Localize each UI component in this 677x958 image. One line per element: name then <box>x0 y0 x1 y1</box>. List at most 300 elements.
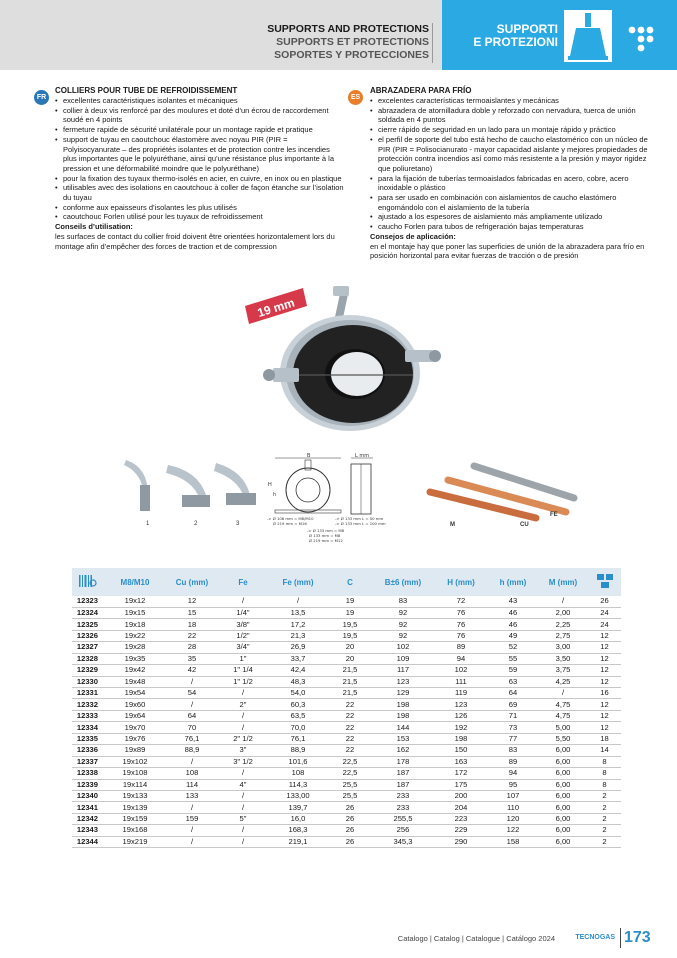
table-cell: 12 <box>588 676 621 687</box>
table-cell: 114,3 <box>268 779 328 790</box>
table-cell: 192 <box>434 722 488 733</box>
list-item: • para la fijación de tuberías termoaislados fabricadas en acero, cobre, acero inoxidable o plástico <box>370 174 660 193</box>
dim-note: Ø 219 mm = M12 <box>309 538 343 543</box>
list-item: • ajustado a los espesores de aislamiento más ampliamente utilizado <box>370 212 660 222</box>
table-cell: 46 <box>488 619 538 630</box>
page-number: 173 <box>624 929 651 946</box>
table-cell: / <box>218 802 268 813</box>
table-cell: 4" <box>218 779 268 790</box>
table-row <box>72 607 621 618</box>
table-cell: / <box>538 688 588 699</box>
table-cell: 77 <box>488 733 538 744</box>
table-row <box>72 653 621 664</box>
list-item: • para ser usado en combinación con aislamientos de caucho elastómero engomándolo con el aislamiento de la tubería <box>370 193 660 212</box>
section-banner <box>442 0 677 70</box>
table-cell: 12 <box>588 710 621 721</box>
table-row <box>72 665 621 676</box>
language-badge-es: ES <box>348 90 363 105</box>
list-item: • support de tuyau en caoutchouc élastomère avec noyau PIR (PIR = Polyisocyanurate – des propriétés isolantes et de protection contre les incendies plus importantes que le polyuréthane, ainsi qu’une résistance plus importante à la pression et une déformabilité moindre que le polyuréthane) <box>55 135 345 174</box>
table-cell: 49 <box>488 630 538 641</box>
table-cell: 26 <box>328 836 372 847</box>
table-body <box>72 596 621 848</box>
item-code-cell: 12333 <box>72 710 104 721</box>
pipe-label-cu: CU <box>520 522 529 528</box>
table-cell: / <box>218 722 268 733</box>
table-cell: 54,0 <box>268 688 328 699</box>
table-cell: 19x108 <box>104 768 166 779</box>
table-cell: 5,50 <box>538 733 588 744</box>
description-fr-bullets <box>55 96 345 222</box>
table-cell: 22 <box>328 710 372 721</box>
table-cell: / <box>166 825 218 836</box>
column-header: H (mm) <box>434 568 488 596</box>
table-cell: 12 <box>588 653 621 664</box>
section-title-line-1: SUPPORTI <box>496 22 558 36</box>
table-cell: 2 <box>588 802 621 813</box>
table-cell: 6,00 <box>538 802 588 813</box>
advice-title-es: Consejos de aplicación: <box>370 231 456 241</box>
table-cell: 2 <box>588 825 621 836</box>
table-cell: 6,00 <box>538 745 588 756</box>
table-cell: 19x42 <box>104 665 166 676</box>
list-item: • collier à deux vis renforcé par des moulures et doté d’un écrou de raccordement soudé en 4 points <box>55 106 345 125</box>
table-cell: 12 <box>588 699 621 710</box>
table-row <box>72 699 621 710</box>
table-cell: 219,1 <box>268 836 328 847</box>
table-row <box>72 745 621 756</box>
table-cell: / <box>268 596 328 607</box>
table-cell: 64 <box>488 688 538 699</box>
table-cell: 95 <box>488 779 538 790</box>
list-item: • caucho Forlen para tubos de refrigeración bajas temperaturas <box>370 222 660 232</box>
table-cell: 83 <box>488 745 538 756</box>
table-cell: 204 <box>434 802 488 813</box>
table-cell: 20 <box>328 653 372 664</box>
table-cell: 26 <box>328 813 372 824</box>
description-fr-title: COLLIERS POUR TUBE DE REFROIDISSEMENT <box>55 86 238 95</box>
table-cell: 26,9 <box>268 642 328 653</box>
header-title-es: SOPORTES Y PROTECCIONES <box>274 49 429 61</box>
table-cell: 1/2" <box>218 630 268 641</box>
table-cell: 19x139 <box>104 802 166 813</box>
list-item: • conforme aux epaisseurs d’isolantes les plus utilisés <box>55 203 345 213</box>
table-cell: 2 <box>588 836 621 847</box>
table-cell: 76 <box>434 619 488 630</box>
table-cell: 52 <box>488 642 538 653</box>
list-item: • excelentes características termoaislantes y mecánicas <box>370 96 660 106</box>
item-code-cell: 12336 <box>72 745 104 756</box>
header-titles <box>267 23 429 62</box>
dim-label-h-upper: H <box>268 482 272 488</box>
table-cell: 19x54 <box>104 688 166 699</box>
table-cell: 72 <box>434 596 488 607</box>
table-row <box>72 619 621 630</box>
table-cell: 42 <box>166 665 218 676</box>
table-row <box>72 596 621 607</box>
step-label: 1 <box>146 521 150 527</box>
table-cell: 19x22 <box>104 630 166 641</box>
dim-note: Ø 133 mm = M8 <box>309 533 341 538</box>
table-cell: 233 <box>372 790 434 801</box>
table-cell: 133,00 <box>268 790 328 801</box>
table-cell: 255,5 <box>372 813 434 824</box>
table-row <box>72 642 621 653</box>
table-cell: / <box>218 836 268 847</box>
table-cell: / <box>218 825 268 836</box>
closing-steps-photo <box>118 455 258 530</box>
table-row <box>72 825 621 836</box>
column-header: h (mm) <box>488 568 538 596</box>
table-cell: 117 <box>372 665 434 676</box>
item-code-cell: 12326 <box>72 630 104 641</box>
table-cell: 88,9 <box>268 745 328 756</box>
table-cell: / <box>218 688 268 699</box>
table-cell: 2 <box>588 813 621 824</box>
table-cell: 111 <box>434 676 488 687</box>
table-cell: 150 <box>434 745 488 756</box>
table-cell: 129 <box>372 688 434 699</box>
table-cell: 102 <box>434 665 488 676</box>
table-cell: 88,9 <box>166 745 218 756</box>
item-code-cell: 12329 <box>72 665 104 676</box>
table-cell: 12 <box>588 665 621 676</box>
table-cell: 153 <box>372 733 434 744</box>
table-cell: 175 <box>434 779 488 790</box>
table-cell: 25,5 <box>328 779 372 790</box>
size-ribbon-label: 19 mm <box>255 295 297 320</box>
table-row <box>72 722 621 733</box>
table-row <box>72 676 621 687</box>
column-header: B±6 (mm) <box>372 568 434 596</box>
table-cell: 109 <box>372 653 434 664</box>
table-cell: 187 <box>372 779 434 790</box>
table-cell: 70,0 <box>268 722 328 733</box>
table-cell: / <box>538 596 588 607</box>
table-cell: 63,5 <box>268 710 328 721</box>
table-cell: 133 <box>166 790 218 801</box>
table-cell: 6,00 <box>538 836 588 847</box>
table-cell: / <box>218 768 268 779</box>
table-cell: 233 <box>372 802 434 813</box>
column-header: Fe (mm) <box>268 568 328 596</box>
table-row <box>72 756 621 767</box>
table-cell: 94 <box>488 768 538 779</box>
table-cell: 19 <box>328 596 372 607</box>
item-code-cell: 12327 <box>72 642 104 653</box>
item-code-cell: 12343 <box>72 825 104 836</box>
table-cell: 122 <box>488 825 538 836</box>
table-cell: 8 <box>588 756 621 767</box>
table-cell: 21,5 <box>328 688 372 699</box>
table-cell: 70 <box>166 722 218 733</box>
step-label: 2 <box>194 521 198 527</box>
table-cell: 19x159 <box>104 813 166 824</box>
table-cell: 92 <box>372 619 434 630</box>
table-row <box>72 688 621 699</box>
table-cell: 19x60 <box>104 699 166 710</box>
description-fr <box>55 86 345 251</box>
list-item: • cierre rápido de seguridad en un lado para un montaje rápido y práctico <box>370 125 660 135</box>
table-cell: / <box>218 710 268 721</box>
table-cell: 19,5 <box>328 619 372 630</box>
table-cell: 22,5 <box>328 768 372 779</box>
column-header: M8/M10 <box>104 568 166 596</box>
table-cell: 256 <box>372 825 434 836</box>
table-cell: 2,25 <box>538 619 588 630</box>
product-photo <box>245 278 445 438</box>
table-cell: 19x114 <box>104 779 166 790</box>
table-row <box>72 779 621 790</box>
description-es-bullets <box>370 96 660 232</box>
language-badge-fr: FR <box>34 90 49 105</box>
advice-text-fr: les surfaces de contact du collier froid doivent être orientées horizontalement lors du montage afin d’empêcher des forces de traction et de compression <box>55 231 335 251</box>
table-cell: 19x28 <box>104 642 166 653</box>
table-cell: 89 <box>434 642 488 653</box>
table-cell: 55 <box>488 653 538 664</box>
table-cell: 8 <box>588 768 621 779</box>
table-cell: / <box>166 676 218 687</box>
table-cell: 123 <box>434 699 488 710</box>
table-cell: 18 <box>166 619 218 630</box>
description-es-title: ABRAZADERA PARA FRÍO <box>370 86 472 95</box>
list-item: • el perfil de soporte del tubo está hecho de caucho elastomérico con un núcleo de PIR (PIR = Polisocianurato - mayor capacidad aislante y mejores propiedades de protección contra incendios así como más resistente a la presión y mayor rigidez que poliuretano) <box>370 135 660 174</box>
table-cell: / <box>218 790 268 801</box>
table-cell: 2 <box>588 790 621 801</box>
table-cell: 3,50 <box>538 653 588 664</box>
table-cell: 139,7 <box>268 802 328 813</box>
table-cell: 33,7 <box>268 653 328 664</box>
table-cell: 54 <box>166 688 218 699</box>
table-cell: 76,1 <box>268 733 328 744</box>
table-cell: 69 <box>488 699 538 710</box>
table-cell: 24 <box>588 607 621 618</box>
dim-note: Ø 219 mm = M16 <box>273 521 307 526</box>
table-cell: 92 <box>372 607 434 618</box>
dim-note: -> Ø 133 mm L = 100 mm <box>335 521 386 526</box>
table-cell: 26 <box>588 596 621 607</box>
table-header-row <box>72 568 621 596</box>
table-cell: 172 <box>434 768 488 779</box>
table-cell: / <box>218 596 268 607</box>
dimension-diagram <box>265 452 405 547</box>
table-cell: 76,1 <box>166 733 218 744</box>
table-cell: 114 <box>166 779 218 790</box>
table-cell: 178 <box>372 756 434 767</box>
table-cell: 5" <box>218 813 268 824</box>
list-item: • utilisables avec des isolations en caoutchouc à coller de façon étanche sur l’isolation du tuyau <box>55 183 345 202</box>
table-cell: 1" 1/4 <box>218 665 268 676</box>
support-bracket-icon <box>564 10 612 62</box>
table-cell: 12 <box>588 630 621 641</box>
table-cell: 19 <box>328 607 372 618</box>
item-code-cell: 12335 <box>72 733 104 744</box>
table-cell: 19x168 <box>104 825 166 836</box>
table-cell: 59 <box>488 665 538 676</box>
barcode-icon <box>72 568 104 596</box>
table-cell: 16,0 <box>268 813 328 824</box>
header-title-en: SUPPORTS AND PROTECTIONS <box>267 23 429 35</box>
dim-note: -> Ø 133 mm L = 50 mm <box>335 516 384 521</box>
item-code-cell: 12332 <box>72 699 104 710</box>
item-code-cell: 12324 <box>72 607 104 618</box>
item-code-cell: 12341 <box>72 802 104 813</box>
table-cell: 71 <box>488 710 538 721</box>
dim-label-b: B <box>307 453 311 459</box>
table-cell: 2" <box>218 699 268 710</box>
footer-divider <box>620 928 621 948</box>
table-cell: 22 <box>328 699 372 710</box>
table-cell: 229 <box>434 825 488 836</box>
table-cell: 21,3 <box>268 630 328 641</box>
table-cell: 162 <box>372 745 434 756</box>
pipe-label-fe: FE <box>550 512 558 518</box>
table-cell: 3,00 <box>538 642 588 653</box>
table-cell: 345,3 <box>372 836 434 847</box>
pipe-materials-photo <box>418 460 578 530</box>
table-cell: 92 <box>372 630 434 641</box>
header-title-fr: SUPPORTS ET PROTECTIONS <box>276 36 429 48</box>
dim-note: -> Ø 133 mm = M8 <box>307 528 345 533</box>
table-cell: 22 <box>328 745 372 756</box>
table-cell: 2,00 <box>538 607 588 618</box>
item-code-cell: 12338 <box>72 768 104 779</box>
table-cell: 19x76 <box>104 733 166 744</box>
table-cell: 6,00 <box>538 756 588 767</box>
table-cell: 46 <box>488 607 538 618</box>
table-cell: 73 <box>488 722 538 733</box>
item-code-cell: 12339 <box>72 779 104 790</box>
table-cell: 19x15 <box>104 607 166 618</box>
item-code-cell: 12344 <box>72 836 104 847</box>
list-item: • pour la fixation des tuyaux thermo-isolés en acier, en cuivre, en inox ou en plastique <box>55 174 345 184</box>
table-cell: 19x102 <box>104 756 166 767</box>
table-cell: 1" 1/2 <box>218 676 268 687</box>
item-code-cell: 12323 <box>72 596 104 607</box>
table-row <box>72 802 621 813</box>
table-cell: 21,5 <box>328 665 372 676</box>
table-cell: 198 <box>372 710 434 721</box>
table-cell: 6,00 <box>538 825 588 836</box>
table-cell: 6,00 <box>538 813 588 824</box>
list-item: • excellentes caractéristiques isolantes et mécaniques <box>55 96 345 106</box>
table-cell: 200 <box>434 790 488 801</box>
item-code-cell: 12328 <box>72 653 104 664</box>
table-cell: 35 <box>166 653 218 664</box>
table-cell: 17,2 <box>268 619 328 630</box>
table-cell: 102 <box>372 642 434 653</box>
table-cell: 43 <box>488 596 538 607</box>
item-code-cell: 12334 <box>72 722 104 733</box>
table-cell: 19x70 <box>104 722 166 733</box>
table-cell: 18 <box>588 733 621 744</box>
table-cell: 198 <box>372 699 434 710</box>
list-item: • caoutchouc Forlen utilisé pour les tuyaux de refroidissement <box>55 212 345 222</box>
table-cell: 76 <box>434 630 488 641</box>
table-row <box>72 836 621 847</box>
table-cell: 14 <box>588 745 621 756</box>
table-cell: 94 <box>434 653 488 664</box>
table-cell: 15 <box>166 607 218 618</box>
table-cell: 20 <box>328 642 372 653</box>
table-cell: 3" <box>218 745 268 756</box>
table-cell: 83 <box>372 596 434 607</box>
section-title-line-2: E PROTEZIONI <box>473 35 558 49</box>
dim-note: -> Ø 108 mm = M8/M10 <box>267 516 314 521</box>
table-cell: 89 <box>488 756 538 767</box>
header-divider <box>432 23 433 63</box>
table-cell: 223 <box>434 813 488 824</box>
table-cell: 5,00 <box>538 722 588 733</box>
table-cell: 19x35 <box>104 653 166 664</box>
table-cell: 107 <box>488 790 538 801</box>
table-row <box>72 710 621 721</box>
footer-brand: TECNOGAS <box>575 934 615 941</box>
table-cell: 101,6 <box>268 756 328 767</box>
table-cell: 6,00 <box>538 768 588 779</box>
table-cell: / <box>166 756 218 767</box>
table-cell: 6,00 <box>538 790 588 801</box>
table-cell: 3/8" <box>218 619 268 630</box>
table-cell: / <box>166 836 218 847</box>
product-table <box>72 568 621 848</box>
table-cell: 19x133 <box>104 790 166 801</box>
column-header: Fe <box>218 568 268 596</box>
table-cell: 21,5 <box>328 676 372 687</box>
table-cell: 3,75 <box>538 665 588 676</box>
list-item: • fermeture rapide de sécurité unilatérale pour un montage rapide et pratique <box>55 125 345 135</box>
table-cell: / <box>166 699 218 710</box>
list-item: • abrazadera de atornilladura doble y reforzado con nervadura, tuerca de unión soldada en 4 puntos <box>370 106 660 125</box>
table-cell: 12 <box>588 722 621 733</box>
table-cell: 19x48 <box>104 676 166 687</box>
description-es <box>370 86 660 261</box>
table-cell: 6,00 <box>538 779 588 790</box>
table-cell: 187 <box>372 768 434 779</box>
column-header: M (mm) <box>538 568 588 596</box>
table-cell: 26 <box>328 802 372 813</box>
advice-text-es: en el montaje hay que poner las superficies de unión de la abrazadera para frío en posición horizontal para evitar fuerzas de tracción o de presión <box>370 241 645 261</box>
table-cell: 4,75 <box>538 710 588 721</box>
table-cell: 19x64 <box>104 710 166 721</box>
table-cell: 22 <box>166 630 218 641</box>
column-header: Cu (mm) <box>166 568 218 596</box>
table-cell: 8 <box>588 779 621 790</box>
advice-title-fr: Conseils d’utilisation: <box>55 222 133 232</box>
table-cell: 16 <box>588 688 621 699</box>
table-row <box>72 768 621 779</box>
table-cell: 19x89 <box>104 745 166 756</box>
table-cell: 4,25 <box>538 676 588 687</box>
item-code-cell: 12331 <box>72 688 104 699</box>
item-code-cell: 12342 <box>72 813 104 824</box>
table-cell: 3" 1/2 <box>218 756 268 767</box>
table-cell: 12 <box>166 596 218 607</box>
table-row <box>72 790 621 801</box>
table-cell: 19,5 <box>328 630 372 641</box>
table-cell: 3/4" <box>218 642 268 653</box>
table-cell: 19x18 <box>104 619 166 630</box>
section-title <box>442 23 558 49</box>
step-label: 3 <box>236 521 240 527</box>
table-cell: 22,5 <box>328 756 372 767</box>
table-cell: 110 <box>488 802 538 813</box>
table-cell: 126 <box>434 710 488 721</box>
table-cell: 144 <box>372 722 434 733</box>
item-code-cell: 12340 <box>72 790 104 801</box>
box-stack-icon <box>588 568 621 596</box>
table-cell: 28 <box>166 642 218 653</box>
table-cell: 108 <box>166 768 218 779</box>
